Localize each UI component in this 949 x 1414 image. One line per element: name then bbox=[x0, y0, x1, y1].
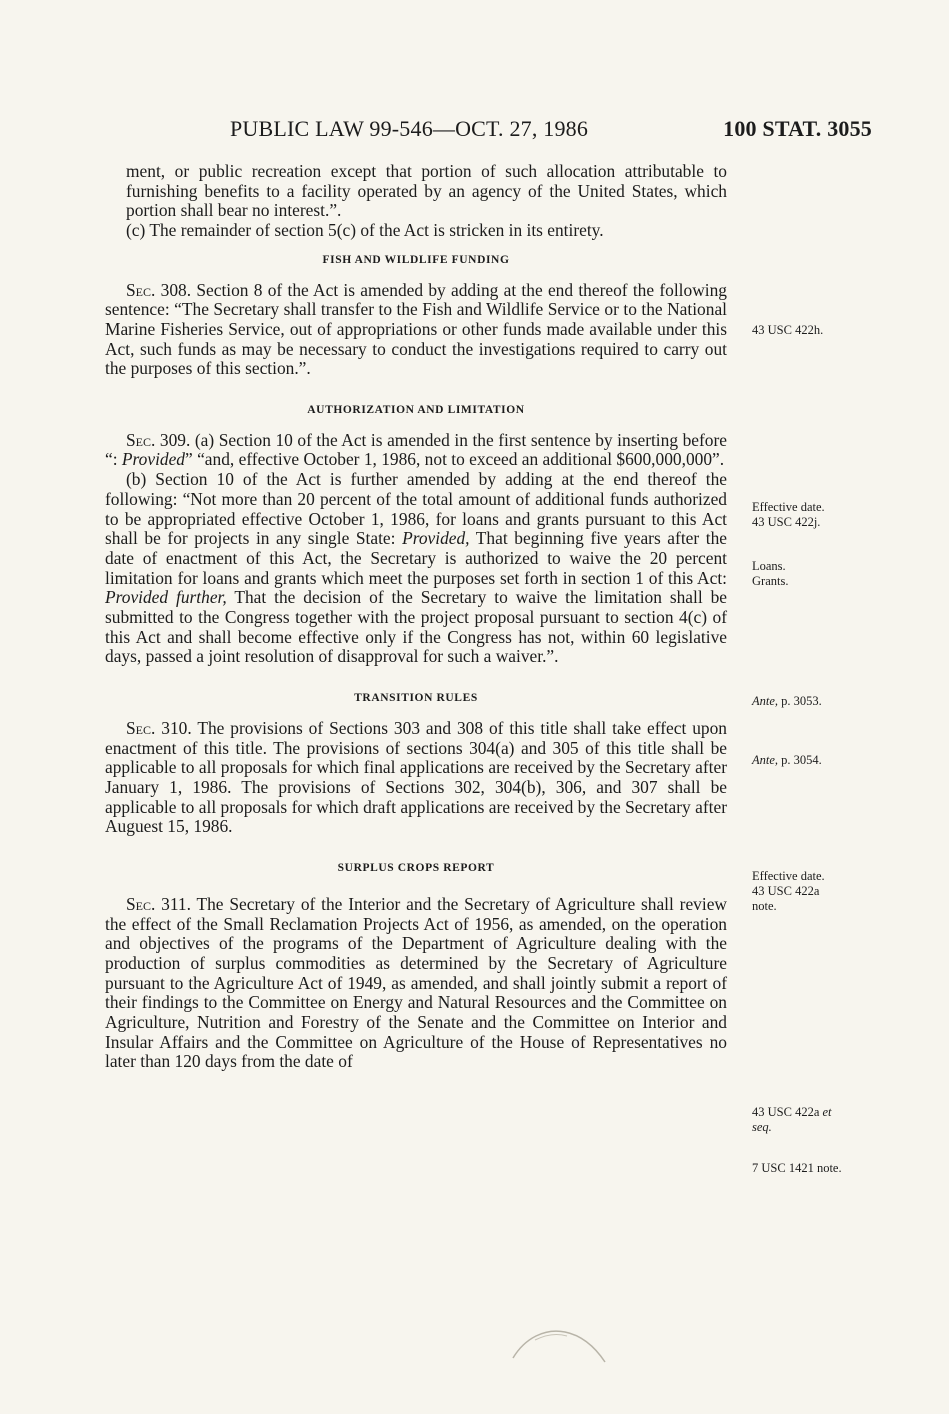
margin-note-text: 43 USC 422j. bbox=[752, 515, 821, 529]
sec-309-a-part2: ” “and, effective October 1, 1986, not to exceed an additional $600,000,000”. bbox=[185, 449, 725, 470]
margin-note-effective-309 bbox=[752, 500, 825, 530]
heading-transition: TRANSITION RULES bbox=[354, 692, 478, 705]
margin-note-text bbox=[752, 753, 822, 768]
sec-310-label: Sec. 310. bbox=[126, 717, 192, 738]
scan-smudge-mark bbox=[505, 1318, 615, 1368]
sec-309-label: Sec. 309. bbox=[126, 429, 191, 450]
sec-309-a-part1: (a) Section 10 of the Act is amended in the first sentence by inserting before “: bbox=[105, 429, 727, 470]
margin-note-text: 43 USC 422h. bbox=[752, 323, 824, 337]
section-309-b bbox=[105, 470, 727, 667]
margin-note-text bbox=[752, 694, 822, 709]
margin-note-text: 7 USC 1421 note. bbox=[752, 1161, 842, 1175]
sec-310-text: The provisions of Sections 303 and 308 of this title shall take effect upon enactment of this title. The provisions of sections 304(a) and 305 of this title shall be applicable to all proposals for which final applications are received by the Secretary after January 1, 1986. The provisions of Sections 302, 304(b), 306, and 307 shall be applicable to all proposals for which draft applications are received by the Secretary after Auguest 15, 1986. bbox=[105, 717, 728, 837]
margin-note-italic: et bbox=[822, 1105, 832, 1119]
heading-authorization: AUTHORIZATION AND LIMITATION bbox=[307, 404, 525, 417]
margin-note-italic: Ante, bbox=[752, 753, 779, 767]
header-title: PUBLIC LAW 99-546—OCT. 27, 1986 bbox=[230, 116, 589, 141]
margin-note-effective-310 bbox=[752, 869, 825, 914]
margin-note-italic: seq. bbox=[752, 1120, 772, 1134]
margin-note-rest: p. 3054. bbox=[778, 753, 822, 767]
section-311 bbox=[105, 895, 727, 1072]
margin-note-ante-3054 bbox=[752, 753, 822, 768]
section-309-a bbox=[105, 431, 727, 470]
header-stat-citation: 100 STAT. 3055 bbox=[723, 116, 872, 141]
sec-309-b-italic2: Provided further, bbox=[105, 587, 227, 608]
sec-309-b-part3: That the decision of the Secretary to waive the limitation shall be submitted to the Congress together with the project proposal pursuant to section 4(c) of this Act and shall become effective only if the Congress has not, within 60 legislative days, passed a joint resolution of disapproval for such a waiver.”. bbox=[105, 587, 727, 667]
margin-note-plain: 43 USC 422a bbox=[752, 1105, 823, 1119]
heading-surplus-crops: SURPLUS CROPS REPORT bbox=[337, 862, 495, 875]
margin-note-text: Effective date. bbox=[752, 869, 825, 883]
sec-311-text: The Secretary of the Interior and the Secretary of Agriculture shall review the effect of the Small Reclamation Projects Act of 1956, as amended, on the operation and objectives of the programs of the Department of Agriculture dealing with the production of surplus commodities as determined by the Secretary of Agriculture pursuant to the Agriculture Act of 1949, as amended, and shall jointly submit a report of their findings to the Committee on Energy and Natural Resources and the Committee on Agriculture, Nutrition and Forestry of the Senate and the Committee on Interior and Insular Affairs and the Committee on Agriculture of the House of Representatives no later than 120 days from the date of bbox=[105, 893, 727, 1072]
margin-note-text: Grants. bbox=[752, 574, 789, 588]
margin-note-loans-grants bbox=[752, 559, 788, 589]
page-header bbox=[105, 114, 872, 144]
sec-309-b-part2: That beginning five years after the date of enactment of this Act, the Secretary is authorized to waive the 20 percent limitation for loans and grants which meet the purposes set forth in section 1 of this Act: bbox=[105, 528, 727, 588]
sec-308-text: Section 8 of the Act is amended by adding at the end thereof the following sentence: “The Secretary shall transfer to the Fish and Wildlife Service or to the National Marine Fisheries Service, out of appropriations or other funds made available under this Act, such funds as may be necessary to conduct the investigations required to carry out the purposes of this section.”. bbox=[105, 279, 727, 379]
margin-note-422a-et-seq bbox=[752, 1105, 832, 1135]
margin-note-ante-3053 bbox=[752, 694, 822, 709]
continuation-paragraph: ment, or public recreation except that portion of such allocation attributable to furnishing benefits to a facility operated by an agency of the United States, which portion shall bear no interest.”. bbox=[126, 161, 727, 221]
margin-note-422h bbox=[752, 323, 823, 338]
margin-note-text: 43 USC 422a bbox=[752, 884, 820, 898]
sec-311-label: Sec. 311. bbox=[126, 893, 191, 914]
margin-note-rest: p. 3053. bbox=[778, 694, 822, 708]
sec-309-b-part1: (b) Section 10 of the Act is further amended by adding at the end thereof the following: “Not more than 20 percent of the total amount of additional funds authorized to be appropriated effective October 1, 1986, for loans and grants pursuant to this Act shall be for projects in any single State: bbox=[105, 469, 727, 549]
margin-note-7usc1421 bbox=[752, 1161, 842, 1176]
heading-fish-wildlife: FISH AND WILDLIFE FUNDING bbox=[322, 253, 510, 266]
margin-note-text: note. bbox=[752, 899, 777, 913]
section-310 bbox=[105, 719, 727, 837]
margin-note-text: Effective date. bbox=[752, 500, 825, 514]
section-308 bbox=[105, 281, 727, 380]
paragraph-c: (c) The remainder of section 5(c) of the Act is stricken in its entirety. bbox=[126, 220, 604, 241]
margin-note-text: Loans. bbox=[752, 559, 786, 573]
margin-note-italic: Ante, bbox=[752, 694, 779, 708]
sec-309-a-italic: Provided bbox=[121, 449, 186, 470]
sec-308-label: Sec. 308. bbox=[126, 279, 192, 300]
document-body bbox=[105, 162, 727, 1072]
sec-309-b-italic1: Provided, bbox=[402, 528, 470, 549]
margin-note-text bbox=[752, 1105, 832, 1120]
